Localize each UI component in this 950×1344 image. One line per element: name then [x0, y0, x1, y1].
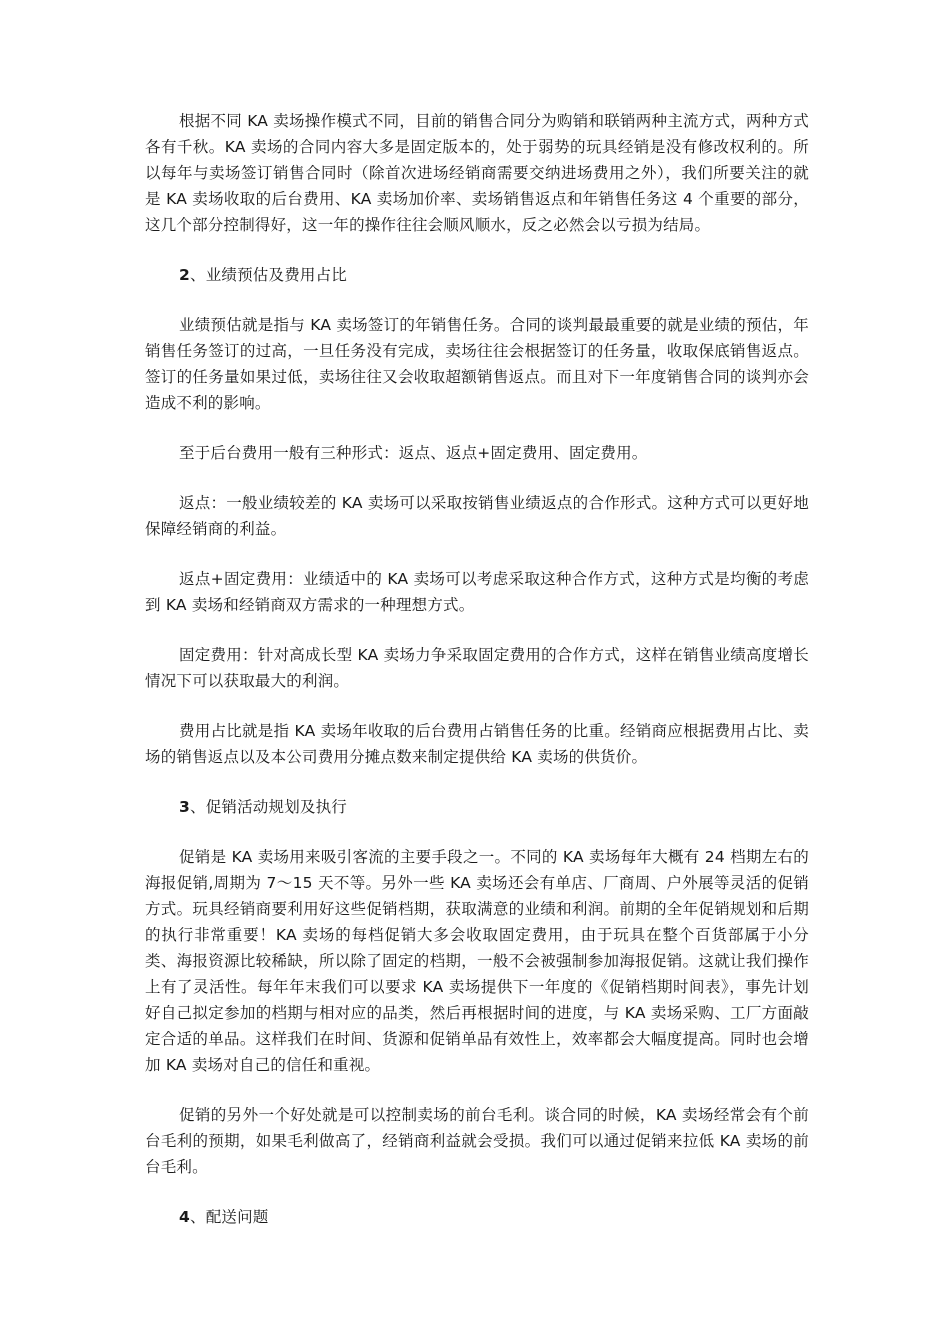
- paragraph-backend-fee-forms: 至于后台费用一般有三种形式：返点、返点+固定费用、固定费用。: [179, 444, 648, 462]
- section-title: 、配送问题: [190, 1208, 269, 1226]
- paragraph-contract-types: 根据不同 KA 卖场操作模式不同，目前的销售合同分为购销和联销两种主流方式，两种方式各有千秋。KA 卖场的合同内容大多是固定版本的，处于弱势的玩具经销是没有修改权利的。所以每年与卖场签订销售合同时（除首次进场经销商需要交纳进场费用之外），我们所要关注的就是 KA 卖场收取的后台费用、KA 卖场加价率、卖场销售返点和年销售任务这 4 个重要的部分，这几个部分控制得好，这一年的操作往往会顺风顺水，反之必然会以亏损为结局。: [145, 112, 809, 234]
- section-title: 、业绩预估及费用占比: [190, 266, 348, 284]
- paragraph-rebate: 返点：一般业绩较差的 KA 卖场可以采取按销售业绩返点的合作形式。这种方式可以更好地保障经销商的利益。: [145, 494, 809, 538]
- section-number: 2: [179, 266, 190, 284]
- document-page: [145, 108, 809, 1254]
- section-number: 4: [179, 1208, 190, 1226]
- section-heading-performance: [145, 262, 809, 288]
- section-title: 、促销活动规划及执行: [190, 798, 348, 816]
- paragraph-fee-ratio: 费用占比就是指 KA 卖场年收取的后台费用占销售任务的比重。经销商应根据费用占比、卖场的销售返点以及本公司费用分摊点数来制定提供给 KA 卖场的供货价。: [145, 722, 809, 766]
- section-heading-delivery: [145, 1204, 809, 1230]
- paragraph-promotion-margin: 促销的另外一个好处就是可以控制卖场的前台毛利。谈合同的时候，KA 卖场经常会有个前台毛利的预期，如果毛利做高了，经销商利益就会受损。我们可以通过促销来拉低 KA 卖场的前台毛利。: [145, 1106, 809, 1176]
- paragraph-promotion-planning: 促销是 KA 卖场用来吸引客流的主要手段之一。不同的 KA 卖场每年大概有 24 档期左右的海报促销,周期为 7～15 天不等。另外一些 KA 卖场还会有单店、厂商周、户外展等灵活的促销方式。玩具经销商要利用好这些促销档期，获取满意的业绩和利润。前期的全年促销规划和后期的执行非常重要！KA 卖场的每档促销大多会收取固定费用，由于玩具在整个百货部属于小分类、海报资源比较稀缺，所以除了固定的档期，一般不会被强制参加海报促销。这就让我们操作上有了灵活性。每年年末我们可以要求 KA 卖场提供下一年度的《促销档期时间表》，事先计划好自己拟定参加的档期与相对应的品类，然后再根据时间的进度，与 KA 卖场采购、工厂方面敲定合适的单品。这样我们在时间、货源和促销单品有效性上，效率都会大幅度提高。同时也会增加 KA 卖场对自己的信任和重视。: [145, 848, 809, 1074]
- paragraph-performance-estimate: 业绩预估就是指与 KA 卖场签订的年销售任务。合同的谈判最最重要的就是业绩的预估，年销售任务签订的过高，一旦任务没有完成，卖场往往会根据签订的任务量，收取保底销售返点。签订的任务量如果过低，卖场往往又会收取超额销售返点。而且对下一年度销售合同的谈判亦会造成不利的影响。: [145, 316, 809, 412]
- section-heading-promotion: [145, 794, 809, 820]
- section-number: 3: [179, 798, 190, 816]
- paragraph-fixed-fee: 固定费用：针对高成长型 KA 卖场力争采取固定费用的合作方式，这样在销售业绩高度增长情况下可以获取最大的利润。: [145, 646, 809, 690]
- paragraph-rebate-plus-fixed: 返点+固定费用：业绩适中的 KA 卖场可以考虑采取这种合作方式，这种方式是均衡的考虑到 KA 卖场和经销商双方需求的一种理想方式。: [145, 570, 809, 614]
